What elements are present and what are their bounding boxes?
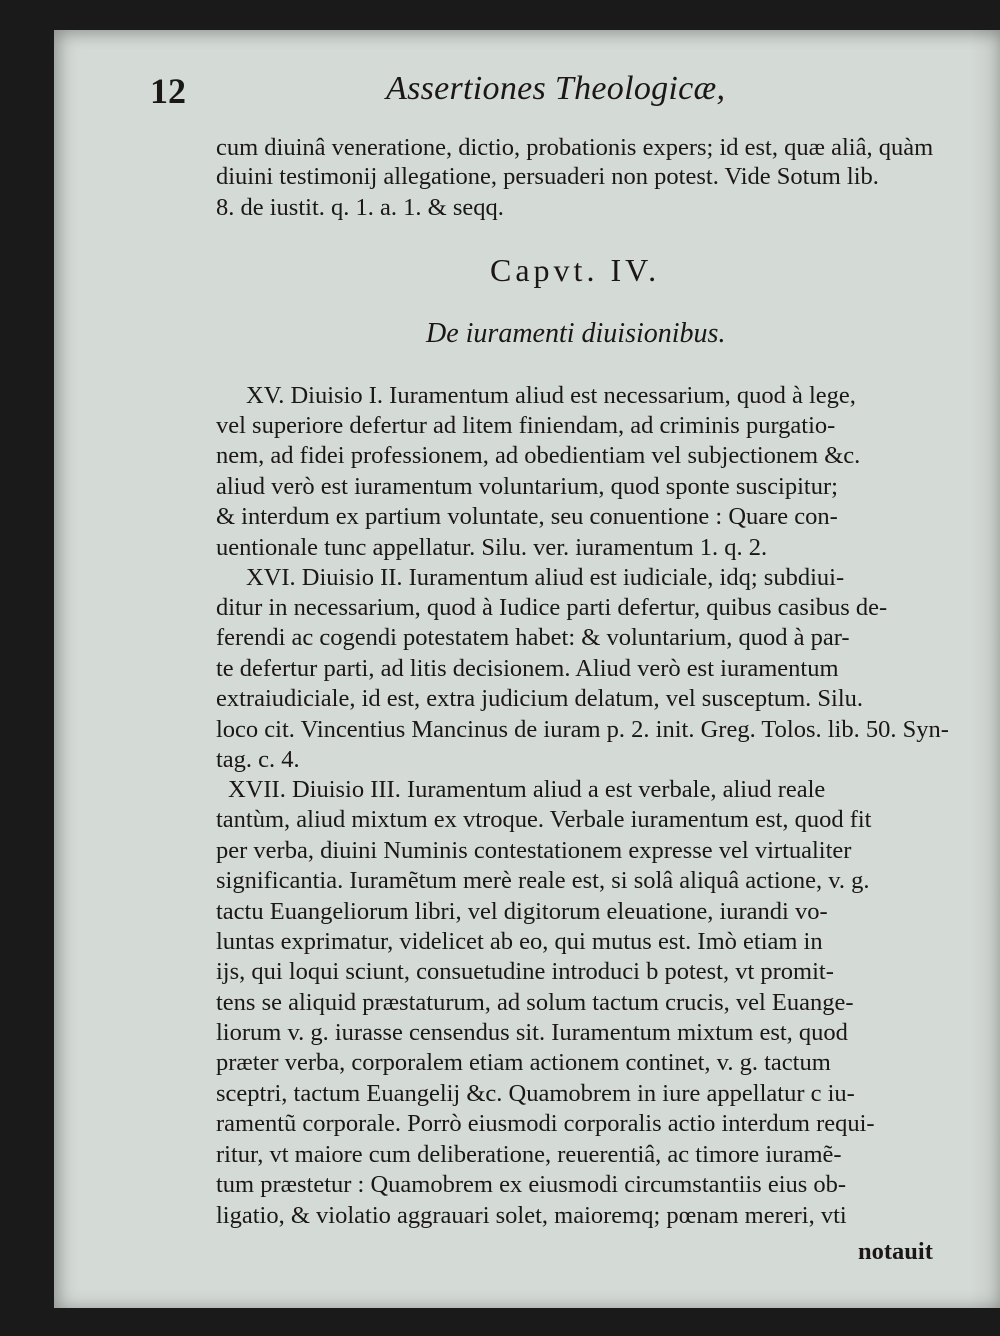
text-line: aliud verò est iuramentum voluntarium, quod sponte suscipitur; xyxy=(216,473,838,500)
text-line: te defertur parti, ad litis decisionem. Aliud verò est iuramentum xyxy=(216,655,839,682)
text-line: liorum v. g. iurasse censendus sit. Iuramentum mixtum est, quod xyxy=(216,1019,848,1046)
text-line: diuini testimonij allegatione, persuaderi non potest. Vide Sotum lib. xyxy=(216,163,879,190)
text-line: luntas exprimatur, videlicet ab eo, qui mutus est. Imò etiam in xyxy=(216,928,823,955)
text-line: tens se aliquid præstaturum, ad solum tactum crucis, vel Euange- xyxy=(216,989,854,1016)
text-line: tactu Euangeliorum libri, vel digitorum eleuatione, iurandi vo- xyxy=(216,898,828,925)
chapter-heading: Capvt. IV. xyxy=(490,252,661,288)
text-line: XV. Diuisio I. Iuramentum aliud est necessarium, quod à lege, xyxy=(246,382,856,409)
text-line: vel superiore defertur ad litem finiendam, ad criminis purgatio- xyxy=(216,412,836,439)
text-line: XVII. Diuisio III. Iuramentum aliud a est verbale, aliud reale xyxy=(228,776,826,803)
text-line: ferendi ac cogendi potestatem habet: & voluntarium, quod à par- xyxy=(216,624,850,651)
running-head xyxy=(150,70,930,120)
text-line: cum diuinâ veneratione, dictio, probationis expers; id est, quæ aliâ, quàm xyxy=(216,134,934,161)
text-line: tag. c. 4. xyxy=(216,746,300,773)
text-line: loco cit. Vincentius Mancinus de iuram p. 2. init. Greg. Tolos. lib. 50. Syn- xyxy=(216,716,949,743)
text-line: per verba, diuini Numinis contestationem expresse vel virtualiter xyxy=(216,837,852,864)
text-line: præter verba, corporalem etiam actionem continet, v. g. tactum xyxy=(216,1049,831,1076)
text-line: tantùm, aliud mixtum ex vtroque. Verbale iuramentum est, quod fit xyxy=(216,806,872,833)
text-line: & interdum ex partium voluntate, seu conuentione : Quare con- xyxy=(216,503,838,530)
text-line: sceptri, tactum Euangelij &c. Quamobrem in iure appellatur c iu- xyxy=(216,1080,855,1107)
text-line: significantia. Iuramẽtum merè reale est, si solâ aliquâ actione, v. g. xyxy=(216,867,870,894)
text-line: ligatio, & violatio aggrauari solet, maioremq; pœnam mereri, vti xyxy=(216,1202,847,1229)
text-line: ditur in necessarium, quod à Iudice parti defertur, quibus casibus de- xyxy=(216,594,888,621)
catchword: notauit xyxy=(858,1238,933,1265)
text-line: tum præstetur : Quamobrem ex eiusmodi circumstantiis eius ob- xyxy=(216,1171,847,1198)
text-line: extraiudiciale, id est, extra judicium delatum, vel susceptum. Silu. xyxy=(216,685,864,712)
text-line: nem, ad fidei professionem, ad obedientiam vel subjectionem &c. xyxy=(216,442,861,469)
text-line: ramentũ corporale. Porrò eiusmodi corporalis actio interdum requi- xyxy=(216,1110,875,1137)
running-title: Assertiones Theologicæ, xyxy=(386,70,726,107)
text-line: ritur, vt maiore cum deliberatione, reuerentiâ, ac timore iuramẽ- xyxy=(216,1141,842,1168)
page-number: 12 xyxy=(150,71,186,111)
text-line: uentionale tunc appellatur. Silu. ver. iuramentum 1. q. 2. xyxy=(216,534,768,561)
text-line: XVI. Diuisio II. Iuramentum aliud est iudiciale, idq; subdiui- xyxy=(246,564,845,591)
chapter-subtitle: De iuramenti diuisionibus. xyxy=(426,318,726,349)
text-line: ijs, qui loqui sciunt, consuetudine introduci b potest, vt promit- xyxy=(216,958,834,985)
text-line: 8. de iustit. q. 1. a. 1. & seqq. xyxy=(216,194,504,221)
